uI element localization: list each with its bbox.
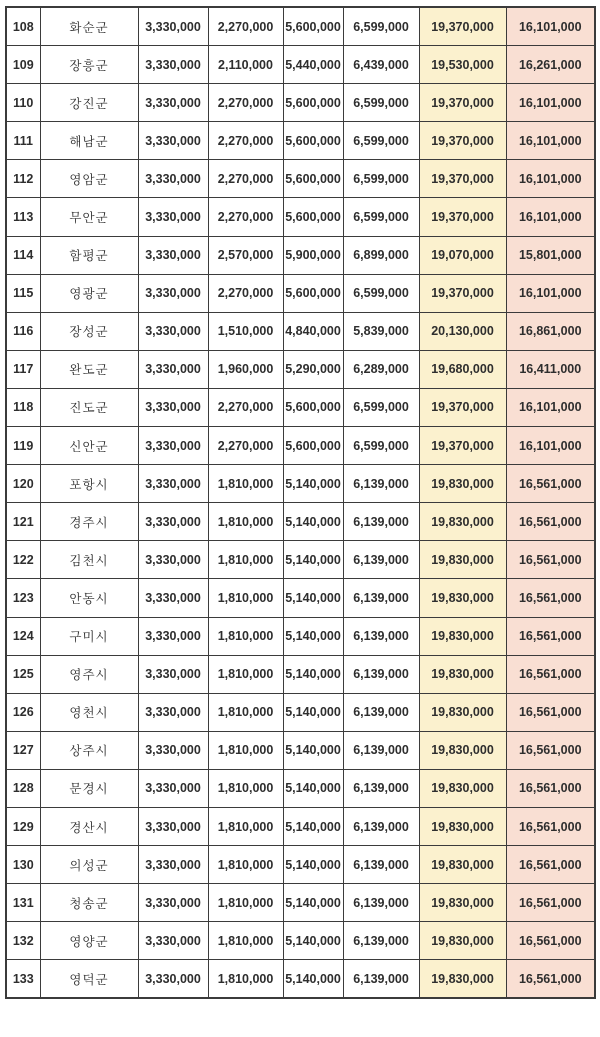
row-index-cell: 125	[6, 655, 40, 693]
row-index-cell: 129	[6, 807, 40, 845]
regional-amounts-table	[5, 6, 596, 999]
amount-cell-3: 5,140,000	[283, 693, 343, 731]
amount-cell-2: 2,270,000	[208, 388, 283, 426]
amount-cell-pink-highlight: 16,101,000	[506, 388, 595, 426]
row-index-cell: 123	[6, 579, 40, 617]
row-index-cell: 111	[6, 122, 40, 160]
row-index-cell: 108	[6, 7, 40, 46]
table-row	[6, 312, 595, 350]
amount-cell-4: 6,599,000	[343, 7, 419, 46]
amount-cell-2: 1,810,000	[208, 922, 283, 960]
amount-cell-4: 6,599,000	[343, 198, 419, 236]
amount-cell-pink-highlight: 16,561,000	[506, 922, 595, 960]
amount-cell-4: 6,139,000	[343, 769, 419, 807]
table-row	[6, 236, 595, 274]
amount-cell-4: 6,599,000	[343, 122, 419, 160]
region-name-cell: 장흥군	[40, 46, 138, 84]
table-row	[6, 541, 595, 579]
amount-cell-yellow-highlight: 19,530,000	[419, 46, 506, 84]
region-name-cell: 영광군	[40, 274, 138, 312]
amount-cell-3: 5,140,000	[283, 503, 343, 541]
amount-cell-2: 2,570,000	[208, 236, 283, 274]
amount-cell-4: 6,439,000	[343, 46, 419, 84]
amount-cell-1: 3,330,000	[138, 579, 208, 617]
table-row	[6, 465, 595, 503]
amount-cell-4: 6,139,000	[343, 846, 419, 884]
table-row	[6, 7, 595, 46]
row-index-cell: 112	[6, 160, 40, 198]
amount-cell-4: 6,139,000	[343, 807, 419, 845]
amount-cell-1: 3,330,000	[138, 388, 208, 426]
region-name-cell: 영덕군	[40, 960, 138, 999]
amount-cell-yellow-highlight: 19,830,000	[419, 960, 506, 999]
amount-cell-2: 1,510,000	[208, 312, 283, 350]
amount-cell-3: 5,600,000	[283, 427, 343, 465]
amount-cell-3: 5,600,000	[283, 198, 343, 236]
region-name-cell: 장성군	[40, 312, 138, 350]
amount-cell-4: 6,139,000	[343, 465, 419, 503]
amount-cell-1: 3,330,000	[138, 465, 208, 503]
table-row	[6, 198, 595, 236]
amount-cell-pink-highlight: 16,101,000	[506, 84, 595, 122]
amount-cell-yellow-highlight: 19,370,000	[419, 388, 506, 426]
amount-cell-2: 1,810,000	[208, 541, 283, 579]
table-row	[6, 693, 595, 731]
amount-cell-yellow-highlight: 19,680,000	[419, 350, 506, 388]
amount-cell-1: 3,330,000	[138, 846, 208, 884]
amount-cell-2: 2,270,000	[208, 122, 283, 160]
table-row	[6, 122, 595, 160]
amount-cell-4: 6,139,000	[343, 731, 419, 769]
amount-cell-2: 1,810,000	[208, 465, 283, 503]
amount-cell-pink-highlight: 16,101,000	[506, 198, 595, 236]
amount-cell-3: 5,140,000	[283, 922, 343, 960]
amount-cell-1: 3,330,000	[138, 541, 208, 579]
table-row	[6, 807, 595, 845]
amount-cell-pink-highlight: 16,561,000	[506, 846, 595, 884]
region-name-cell: 구미시	[40, 617, 138, 655]
amount-cell-1: 3,330,000	[138, 922, 208, 960]
amount-cell-yellow-highlight: 19,370,000	[419, 160, 506, 198]
row-index-cell: 130	[6, 846, 40, 884]
amount-cell-yellow-highlight: 19,830,000	[419, 884, 506, 922]
row-index-cell: 121	[6, 503, 40, 541]
region-name-cell: 의성군	[40, 846, 138, 884]
amount-cell-pink-highlight: 16,561,000	[506, 769, 595, 807]
amount-cell-4: 6,599,000	[343, 84, 419, 122]
amount-cell-2: 1,810,000	[208, 693, 283, 731]
amount-cell-4: 6,139,000	[343, 922, 419, 960]
amount-cell-4: 6,899,000	[343, 236, 419, 274]
amount-cell-1: 3,330,000	[138, 655, 208, 693]
amount-cell-3: 5,140,000	[283, 807, 343, 845]
region-name-cell: 완도군	[40, 350, 138, 388]
amount-cell-2: 2,270,000	[208, 7, 283, 46]
table-row	[6, 160, 595, 198]
amount-cell-4: 6,139,000	[343, 693, 419, 731]
table-row	[6, 503, 595, 541]
amount-cell-2: 1,810,000	[208, 655, 283, 693]
amount-cell-2: 1,810,000	[208, 769, 283, 807]
amount-cell-pink-highlight: 16,101,000	[506, 160, 595, 198]
amount-cell-yellow-highlight: 19,830,000	[419, 617, 506, 655]
region-name-cell: 해남군	[40, 122, 138, 160]
region-name-cell: 김천시	[40, 541, 138, 579]
region-name-cell: 포항시	[40, 465, 138, 503]
table-row	[6, 579, 595, 617]
amount-cell-4: 6,599,000	[343, 160, 419, 198]
amount-cell-4: 6,599,000	[343, 388, 419, 426]
amount-cell-2: 1,810,000	[208, 579, 283, 617]
region-name-cell: 진도군	[40, 388, 138, 426]
amount-cell-pink-highlight: 16,101,000	[506, 274, 595, 312]
row-index-cell: 133	[6, 960, 40, 999]
row-index-cell: 119	[6, 427, 40, 465]
amount-cell-yellow-highlight: 19,830,000	[419, 846, 506, 884]
amount-cell-4: 6,139,000	[343, 960, 419, 999]
amount-cell-pink-highlight: 16,561,000	[506, 541, 595, 579]
table-row	[6, 617, 595, 655]
amount-cell-pink-highlight: 16,101,000	[506, 427, 595, 465]
amount-cell-4: 5,839,000	[343, 312, 419, 350]
amount-cell-2: 1,960,000	[208, 350, 283, 388]
amount-cell-3: 5,600,000	[283, 160, 343, 198]
amount-cell-3: 5,600,000	[283, 274, 343, 312]
amount-cell-1: 3,330,000	[138, 7, 208, 46]
amount-cell-1: 3,330,000	[138, 960, 208, 999]
amount-cell-1: 3,330,000	[138, 807, 208, 845]
region-name-cell: 청송군	[40, 884, 138, 922]
amount-cell-4: 6,139,000	[343, 579, 419, 617]
amount-cell-1: 3,330,000	[138, 274, 208, 312]
amount-cell-2: 1,810,000	[208, 731, 283, 769]
table-row	[6, 655, 595, 693]
amount-cell-1: 3,330,000	[138, 46, 208, 84]
amount-cell-pink-highlight: 16,561,000	[506, 693, 595, 731]
amount-cell-1: 3,330,000	[138, 312, 208, 350]
amount-cell-4: 6,289,000	[343, 350, 419, 388]
amount-cell-3: 5,140,000	[283, 541, 343, 579]
amount-cell-1: 3,330,000	[138, 427, 208, 465]
table-row	[6, 922, 595, 960]
amount-cell-1: 3,330,000	[138, 198, 208, 236]
amount-cell-pink-highlight: 16,561,000	[506, 503, 595, 541]
region-name-cell: 함평군	[40, 236, 138, 274]
amount-cell-1: 3,330,000	[138, 731, 208, 769]
amount-cell-yellow-highlight: 19,370,000	[419, 7, 506, 46]
amount-cell-yellow-highlight: 19,830,000	[419, 769, 506, 807]
amount-cell-2: 1,810,000	[208, 503, 283, 541]
region-name-cell: 화순군	[40, 7, 138, 46]
amount-cell-4: 6,599,000	[343, 427, 419, 465]
region-name-cell: 영양군	[40, 922, 138, 960]
amount-cell-yellow-highlight: 19,370,000	[419, 274, 506, 312]
amount-cell-3: 5,140,000	[283, 960, 343, 999]
amount-cell-2: 2,110,000	[208, 46, 283, 84]
row-index-cell: 126	[6, 693, 40, 731]
region-name-cell: 경주시	[40, 503, 138, 541]
table-row	[6, 46, 595, 84]
amount-cell-3: 5,290,000	[283, 350, 343, 388]
amount-cell-pink-highlight: 16,561,000	[506, 579, 595, 617]
table-row	[6, 274, 595, 312]
amount-cell-1: 3,330,000	[138, 350, 208, 388]
region-name-cell: 신안군	[40, 427, 138, 465]
amount-cell-pink-highlight: 15,801,000	[506, 236, 595, 274]
amount-cell-3: 5,140,000	[283, 465, 343, 503]
table-row	[6, 350, 595, 388]
row-index-cell: 110	[6, 84, 40, 122]
region-name-cell: 영천시	[40, 693, 138, 731]
region-name-cell: 경산시	[40, 807, 138, 845]
row-index-cell: 128	[6, 769, 40, 807]
amount-cell-3: 5,140,000	[283, 731, 343, 769]
row-index-cell: 122	[6, 541, 40, 579]
amount-cell-pink-highlight: 16,561,000	[506, 807, 595, 845]
amount-cell-2: 1,810,000	[208, 884, 283, 922]
amount-cell-3: 5,600,000	[283, 388, 343, 426]
amount-cell-2: 2,270,000	[208, 427, 283, 465]
amount-cell-4: 6,139,000	[343, 541, 419, 579]
table-row	[6, 960, 595, 999]
row-index-cell: 114	[6, 236, 40, 274]
row-index-cell: 109	[6, 46, 40, 84]
table-body	[6, 7, 595, 998]
amount-cell-yellow-highlight: 19,830,000	[419, 465, 506, 503]
amount-cell-yellow-highlight: 19,830,000	[419, 503, 506, 541]
amount-cell-3: 5,140,000	[283, 617, 343, 655]
amount-cell-yellow-highlight: 19,830,000	[419, 807, 506, 845]
amount-cell-1: 3,330,000	[138, 84, 208, 122]
amount-cell-2: 1,810,000	[208, 846, 283, 884]
row-index-cell: 115	[6, 274, 40, 312]
table-row	[6, 731, 595, 769]
amount-cell-yellow-highlight: 19,370,000	[419, 427, 506, 465]
amount-cell-1: 3,330,000	[138, 693, 208, 731]
region-name-cell: 영암군	[40, 160, 138, 198]
row-index-cell: 131	[6, 884, 40, 922]
amount-cell-4: 6,139,000	[343, 655, 419, 693]
amount-cell-1: 3,330,000	[138, 884, 208, 922]
amount-cell-yellow-highlight: 19,830,000	[419, 693, 506, 731]
amount-cell-3: 5,140,000	[283, 884, 343, 922]
table-row	[6, 388, 595, 426]
amount-cell-pink-highlight: 16,561,000	[506, 884, 595, 922]
amount-cell-pink-highlight: 16,561,000	[506, 465, 595, 503]
amount-cell-yellow-highlight: 20,130,000	[419, 312, 506, 350]
amount-cell-2: 2,270,000	[208, 274, 283, 312]
amount-cell-yellow-highlight: 19,830,000	[419, 922, 506, 960]
amount-cell-pink-highlight: 16,261,000	[506, 46, 595, 84]
amount-cell-4: 6,139,000	[343, 503, 419, 541]
row-index-cell: 132	[6, 922, 40, 960]
amount-cell-2: 1,810,000	[208, 617, 283, 655]
amount-cell-pink-highlight: 16,101,000	[506, 7, 595, 46]
amount-cell-pink-highlight: 16,561,000	[506, 960, 595, 999]
amount-cell-yellow-highlight: 19,370,000	[419, 122, 506, 160]
amount-cell-2: 2,270,000	[208, 198, 283, 236]
amount-cell-pink-highlight: 16,561,000	[506, 731, 595, 769]
region-name-cell: 영주시	[40, 655, 138, 693]
row-index-cell: 116	[6, 312, 40, 350]
amount-cell-1: 3,330,000	[138, 160, 208, 198]
amount-cell-2: 1,810,000	[208, 960, 283, 999]
region-name-cell: 무안군	[40, 198, 138, 236]
amount-cell-3: 5,600,000	[283, 84, 343, 122]
amount-cell-pink-highlight: 16,861,000	[506, 312, 595, 350]
amount-cell-1: 3,330,000	[138, 617, 208, 655]
amount-cell-yellow-highlight: 19,370,000	[419, 84, 506, 122]
amount-cell-3: 5,140,000	[283, 579, 343, 617]
amount-cell-yellow-highlight: 19,070,000	[419, 236, 506, 274]
row-index-cell: 117	[6, 350, 40, 388]
row-index-cell: 118	[6, 388, 40, 426]
amount-cell-3: 5,140,000	[283, 846, 343, 884]
region-name-cell: 강진군	[40, 84, 138, 122]
amount-cell-1: 3,330,000	[138, 122, 208, 160]
amount-cell-2: 2,270,000	[208, 160, 283, 198]
amount-cell-pink-highlight: 16,101,000	[506, 122, 595, 160]
region-name-cell: 문경시	[40, 769, 138, 807]
amount-cell-2: 1,810,000	[208, 807, 283, 845]
amount-cell-1: 3,330,000	[138, 769, 208, 807]
amount-cell-3: 5,900,000	[283, 236, 343, 274]
amount-cell-2: 2,270,000	[208, 84, 283, 122]
amount-cell-pink-highlight: 16,411,000	[506, 350, 595, 388]
table-row	[6, 769, 595, 807]
row-index-cell: 120	[6, 465, 40, 503]
table-row	[6, 427, 595, 465]
amount-cell-3: 4,840,000	[283, 312, 343, 350]
amount-cell-pink-highlight: 16,561,000	[506, 655, 595, 693]
amount-cell-3: 5,140,000	[283, 769, 343, 807]
amount-cell-4: 6,139,000	[343, 617, 419, 655]
amount-cell-3: 5,600,000	[283, 122, 343, 160]
table-row	[6, 846, 595, 884]
amount-cell-pink-highlight: 16,561,000	[506, 617, 595, 655]
amount-cell-yellow-highlight: 19,830,000	[419, 731, 506, 769]
amount-cell-4: 6,139,000	[343, 884, 419, 922]
table-row	[6, 84, 595, 122]
row-index-cell: 124	[6, 617, 40, 655]
amount-cell-3: 5,440,000	[283, 46, 343, 84]
amount-cell-3: 5,140,000	[283, 655, 343, 693]
amount-cell-3: 5,600,000	[283, 7, 343, 46]
region-name-cell: 안동시	[40, 579, 138, 617]
amount-cell-yellow-highlight: 19,830,000	[419, 579, 506, 617]
amount-cell-1: 3,330,000	[138, 503, 208, 541]
table-row	[6, 884, 595, 922]
amount-cell-yellow-highlight: 19,830,000	[419, 655, 506, 693]
amount-cell-4: 6,599,000	[343, 274, 419, 312]
amount-cell-yellow-highlight: 19,370,000	[419, 198, 506, 236]
amount-cell-yellow-highlight: 19,830,000	[419, 541, 506, 579]
row-index-cell: 113	[6, 198, 40, 236]
region-name-cell: 상주시	[40, 731, 138, 769]
row-index-cell: 127	[6, 731, 40, 769]
amount-cell-1: 3,330,000	[138, 236, 208, 274]
